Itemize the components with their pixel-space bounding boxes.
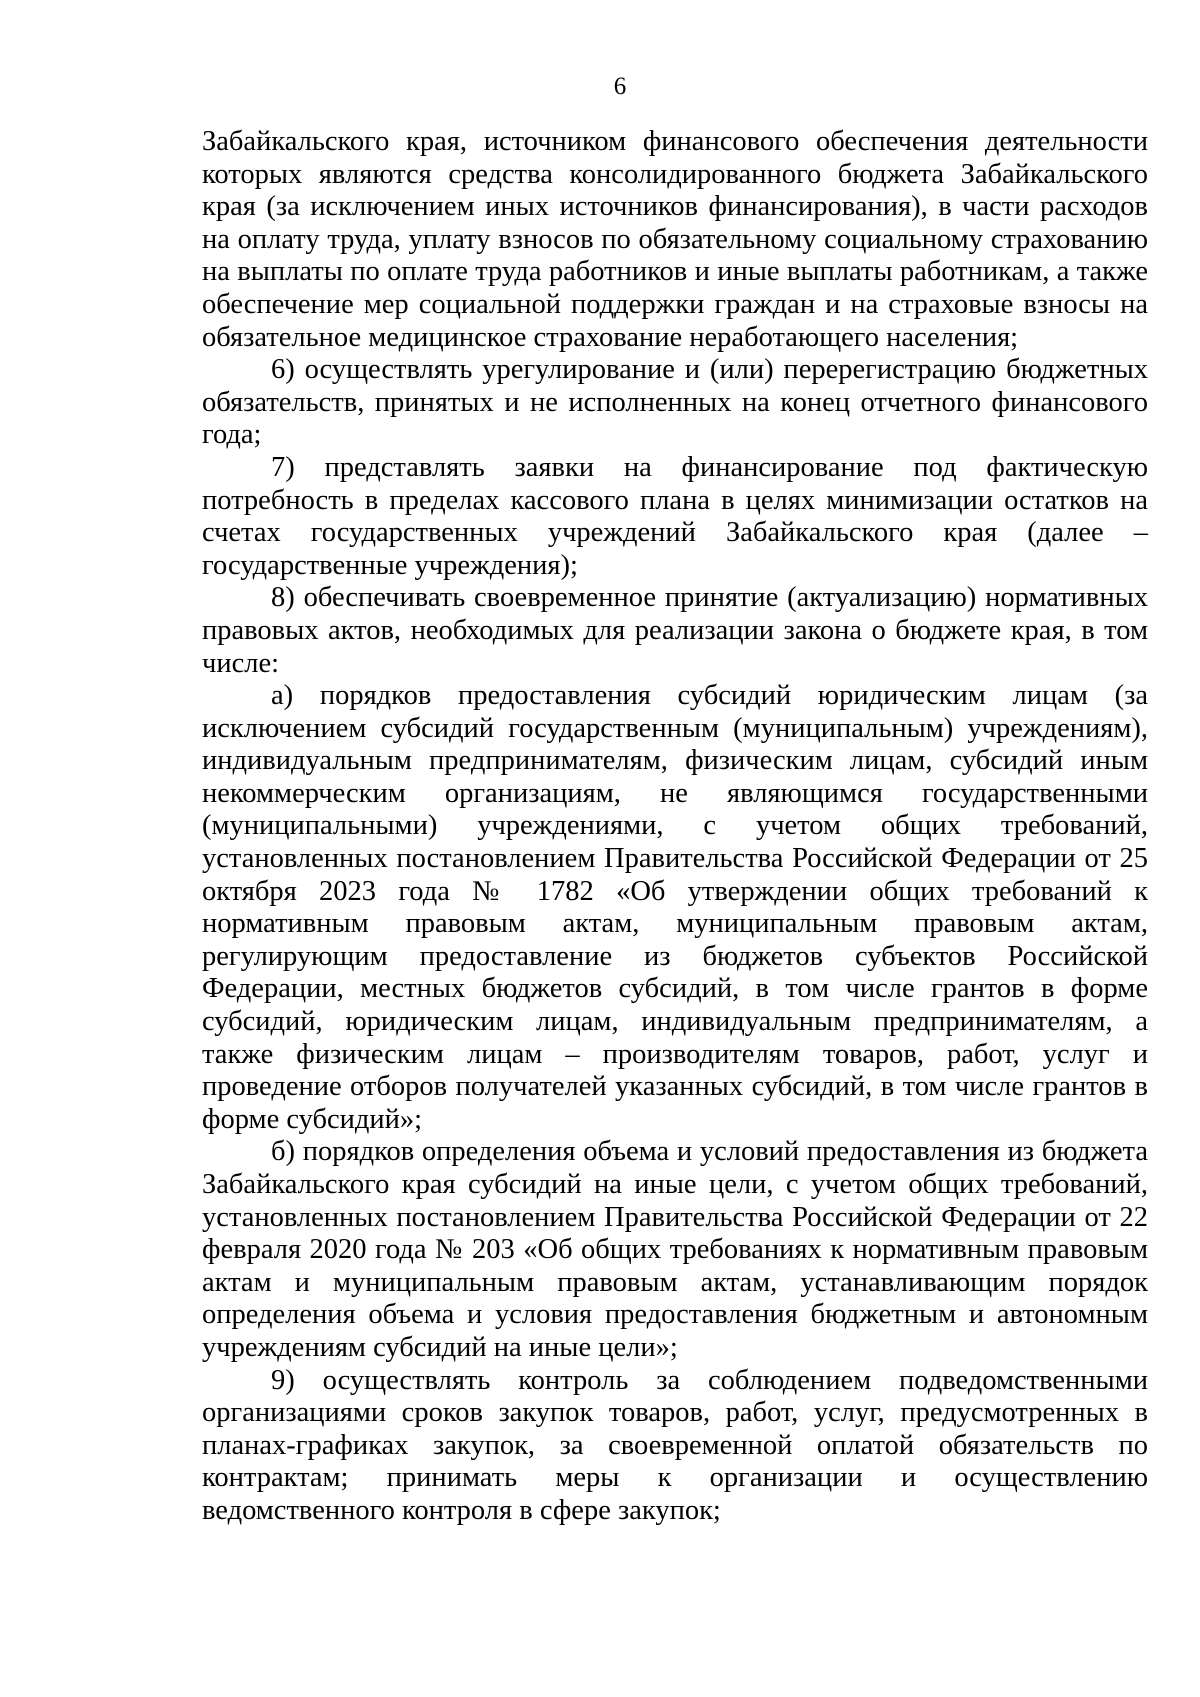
paragraph-item-8: 8) обеспечивать своевременное принятие (актуализацию) нормативных правовых актов, необходимых для реализации закона о бюджете края, в том числе: [202,582,1148,679]
page-number: 6 [613,73,627,100]
paragraph-item-9: 9) осуществлять контроль за соблюдением подведомственными организациями сроков закупок товаров, работ, услуг, предусмотренных в планах-графиках закупок, за своевременной оплатой обязательств по контрактам; принимать меры к организации и осуществлению ведомственного контроля в сфере закупок; [202,1364,1148,1526]
paragraph-item-8a: а) порядков предоставления субсидий юридическим лицам (за исключением субсидий государственным (муниципальным) учреждениям), индивидуальным предпринимателям, физическим лицам, субсидий иным некоммерческим организациям, не являющимся государственными (муниципальными) учреждениями, с учетом общих требований, установленных постановлением Правительства Российской Федерации от 25 октября 2023 года № 1782 «Об утверждении общих требований к нормативным правовым актам, муниципальным правовым актам, регулирующим предоставление из бюджетов субъектов Российской Федерации, местных бюджетов субсидий, в том числе грантов в форме субсидий, юридическим лицам, индивидуальным предпринимателям, а также физическим лицам – производителям товаров, работ, услуг и проведение отборов получателей указанных субсидий, в том числе грантов в форме субсидий»; [202,680,1148,1135]
paragraph-item-8b: б) порядков определения объема и условий предоставления из бюджета Забайкальского края субсидий на иные цели, с учетом общих требований, установленных постановлением Правительства Российской Федерации от 22 февраля 2020 года № 203 «Об общих требованиях к нормативным правовым актам и муниципальным правовым актам, устанавливающим порядок определения объема и условия предоставления бюджетным и автономным учреждениям субсидий на иные цели»; [202,1136,1148,1363]
paragraph-continuation: Забайкальского края, источником финансового обеспечения деятельности которых являются средства консолидированного бюджета Забайкальского края (за исключением иных источников финансирования), в части расходов на оплату труда, уплату взносов по обязательному социальному страхованию на выплаты по оплате труда работников и иные выплаты работникам, а также обеспечение мер социальной поддержки граждан и на страховые взносы на обязательное медицинское страхование неработающего населения; [202,126,1148,353]
paragraph-item-6: 6) осуществлять урегулирование и (или) перерегистрацию бюджетных обязательств, принятых и не исполненных на конец отчетного финансового года; [202,354,1148,451]
document-body [202,126,1148,1528]
paragraph-item-7: 7) представлять заявки на финансирование под фактическую потребность в пределах кассового плана в целях минимизации остатков на счетах государственных учреждений Забайкальского края (далее – государственные учреждения); [202,451,1148,581]
